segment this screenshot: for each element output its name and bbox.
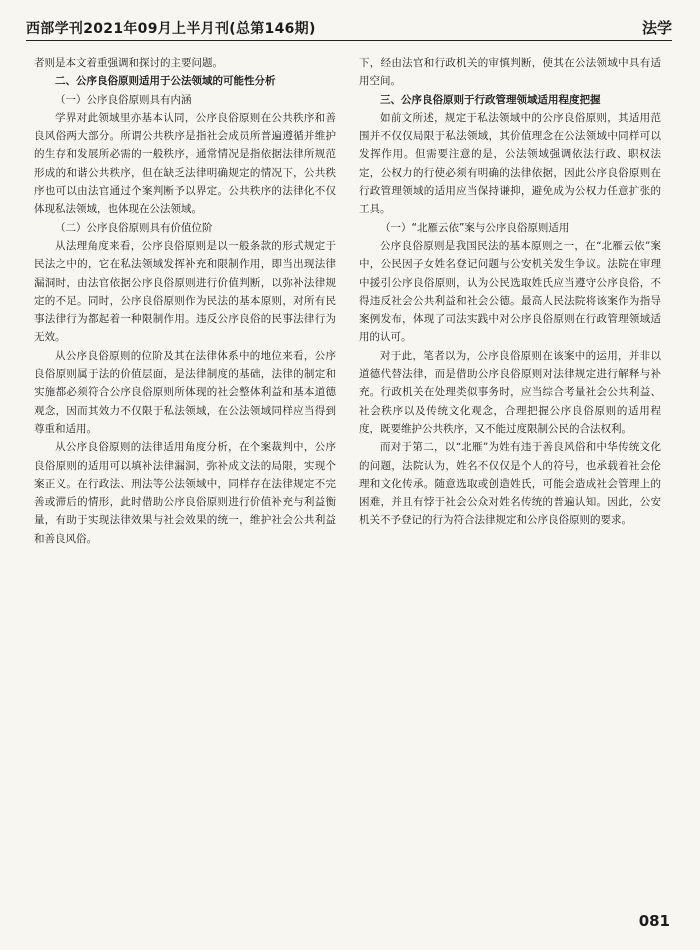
subsection-heading: （一）公序良俗原则具有内涵 [55, 93, 192, 106]
paragraph: 从法理角度来看，公序良俗原则是以一般条款的形式规定于民法之中的，它在私法领域发挥补充和限制作用，即当出现法律漏洞时，由法官依据公序良俗原则进行价值判断，以弥补法律规定的不足。同时，公序良俗原则作为民法的基本原则，对所有民事法律行为都起着一种限制作用。违反公序良俗的民事法律行为无效。 [34, 239, 336, 344]
paragraph: 学界对此领域里亦基本认同，公序良俗原则在公共秩序和善良风俗两大部分。所谓公共秩序是指社会成员所普遍遵循并维护的生存和发展所必需的一般秩序，通常情况是指依据法律所规范形成的和谐公共秩序，但在缺乏法律明确规定的情况下，公共秩序也可以由法官通过个案判断予以界定。公共秩序的法律化不仅体现私法领域，也体现在公法领域。 [34, 111, 336, 216]
section-label: 法学 [641, 19, 672, 37]
left-column [34, 54, 336, 548]
paragraph: 而对于第二，以“北雁”为姓有违于善良风俗和中华传统文化的问题，法院认为，姓名不仅仅是个人的符号，也承载着社会伦理和文化传承。随意选取或创造姓氏，可能会造成社会管理上的困难，并且有悖于社会公众对姓名传统的普遍认知。因此，公安机关不予登记的行为符合法律规定和公序良俗原则的要求。 [359, 441, 661, 527]
paragraph: 从公序良俗原则的位阶及其在法律体系中的地位来看，公序良俗原则属于法的价值层面，是法律制度的基础，法律的制定和实施都必须符合公序良俗原则所体现的社会整体利益和基本道德观念，因而其效力不仅限于私法领域，在公法领域同样应当得到尊重和适用。 [34, 349, 336, 435]
paragraph: 下，经由法官和行政机关的审慎判断，使其在公法领域中具有适用空间。 [359, 57, 661, 88]
subsection-heading: （一）“北雁云依”案与公序良俗原则适用 [380, 221, 570, 234]
section-heading: 三、公序良俗原则于行政管理领域适用程度把握 [380, 93, 601, 106]
subsection-heading: （二）公序良俗原则具有价值位阶 [55, 221, 213, 234]
page-header [26, 14, 672, 41]
paragraph: 如前文所述，规定于私法领域中的公序良俗原则，其适用范围并不仅仅局限于私法领域，其价值理念在公法领域中同样可以发挥作用。但需要注意的是，公法领域强调依法行政、职权法定，公权力的行使必须有明确的法律依据，因此公序良俗原则在行政管理领域的适用应当保持谦抑，避免成为公权力任意扩张的工具。 [359, 111, 661, 216]
page-number: 081 [638, 912, 670, 930]
paragraph: 从公序良俗原则的法律适用角度分析，在个案裁判中，公序良俗原则的适用可以填补法律漏洞，弥补成文法的局限，实现个案正义。在行政法、刑法等公法领域中，同样存在法律规定不完善或滞后的情形，此时借助公序良俗原则进行价值补充与利益衡量，有助于实现法律效果与社会效果的统一，维护社会公共利益和善良风俗。 [34, 441, 336, 545]
section-heading: 二、公序良俗原则适用于公法领域的可能性分析 [55, 75, 276, 88]
paragraph: 者则是本文着重强调和探讨的主要问题。 [34, 57, 223, 69]
right-column [359, 54, 661, 530]
paragraph: 公序良俗原则是我国民法的基本原则之一，在“北雁云依”案中，公民因子女姓名登记问题与公安机关发生争议。法院在审理中援引公序良俗原则，认为公民选取姓氏应当遵守公序良俗，不得违反社会公共利益和社会公德。最高人民法院将该案作为指导案例发布，体现了司法实践中对公序良俗原则在行政管理领域适用的认可。 [359, 239, 661, 344]
paragraph: 对于此，笔者以为，公序良俗原则在该案中的运用，并非以道德代替法律，而是借助公序良俗原则对法律规定进行解释与补充。行政机关在处理类似事务时，应当综合考量社会公共利益、社会秩序以及传统文化观念，合理把握公序良俗原则的适用程度，既要维护公共秩序，又不能过度限制公民的合法权利。 [359, 349, 661, 435]
journal-title: 西部学刊2021年09月上半月刊(总第146期) [26, 21, 316, 37]
